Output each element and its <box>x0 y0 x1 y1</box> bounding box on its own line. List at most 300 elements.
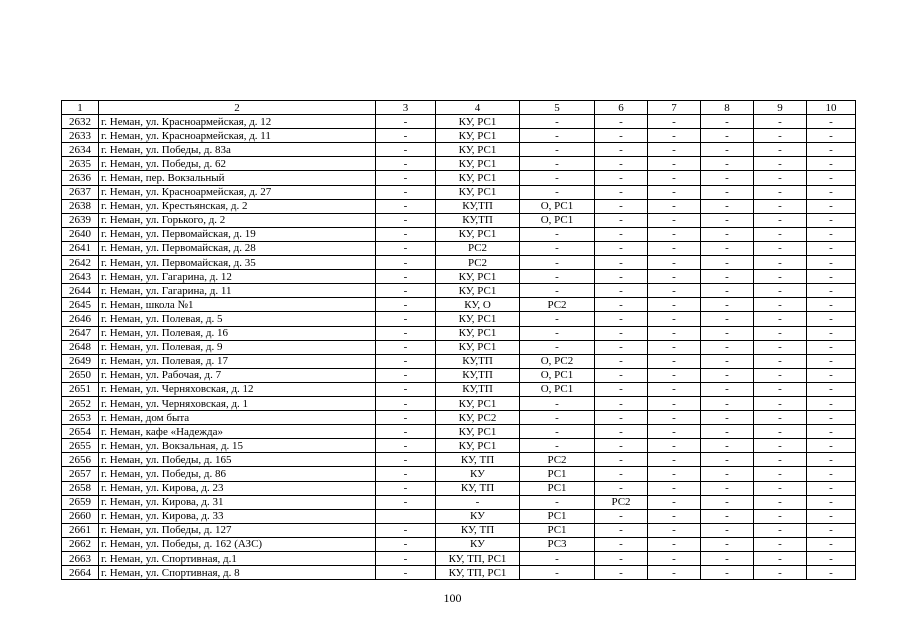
address-cell: г. Неман, ул. Победы, д. 127 <box>99 523 376 537</box>
table-cell: - <box>807 256 856 270</box>
table-cell: О, РС1 <box>520 368 595 382</box>
row-number-cell: 2659 <box>62 495 99 509</box>
table-cell: - <box>520 284 595 298</box>
table-cell: КУ, РС1 <box>436 439 520 453</box>
table-cell: - <box>376 185 436 199</box>
table-cell: - <box>701 481 754 495</box>
address-cell: г. Неман, ул. Спортивная, д. 8 <box>99 566 376 580</box>
table-cell: КУ <box>436 467 520 481</box>
table-cell: КУ, РС2 <box>436 411 520 425</box>
table-cell: КУ, РС1 <box>436 115 520 129</box>
table-row <box>62 566 856 580</box>
row-number-cell: 2640 <box>62 227 99 241</box>
address-cell: г. Неман, ул. Черняховская, д. 1 <box>99 396 376 410</box>
table-cell: - <box>701 566 754 580</box>
table-row <box>62 396 856 410</box>
table-cell: КУ, РС1 <box>436 157 520 171</box>
table-cell: - <box>701 227 754 241</box>
table-cell: - <box>595 227 648 241</box>
table-cell: КУ <box>436 537 520 551</box>
table-cell: - <box>807 354 856 368</box>
column-header: 5 <box>520 101 595 115</box>
table-cell: - <box>520 171 595 185</box>
table-cell: - <box>648 566 701 580</box>
table-cell: - <box>807 171 856 185</box>
row-number-cell: 2650 <box>62 368 99 382</box>
row-number-cell: 2641 <box>62 241 99 255</box>
row-number-cell: 2662 <box>62 537 99 551</box>
table-row <box>62 481 856 495</box>
table-cell: - <box>520 129 595 143</box>
table-cell: - <box>595 509 648 523</box>
table-cell: - <box>754 143 807 157</box>
row-number-cell: 2639 <box>62 213 99 227</box>
address-cell: г. Неман, ул. Первомайская, д. 35 <box>99 256 376 270</box>
table-row <box>62 312 856 326</box>
row-number-cell: 2637 <box>62 185 99 199</box>
page-number: 100 <box>443 591 462 605</box>
table-cell: - <box>807 509 856 523</box>
table-cell: КУ, РС1 <box>436 340 520 354</box>
row-number-cell: 2636 <box>62 171 99 185</box>
table-cell: - <box>520 227 595 241</box>
table-row <box>62 213 856 227</box>
table-cell: - <box>807 382 856 396</box>
table-row <box>62 157 856 171</box>
table-cell: - <box>648 129 701 143</box>
row-number-cell: 2651 <box>62 382 99 396</box>
table-cell: - <box>376 467 436 481</box>
table-cell: - <box>648 171 701 185</box>
address-cell: г. Неман, ул. Красноармейская, д. 11 <box>99 129 376 143</box>
table-cell: - <box>754 171 807 185</box>
address-cell: г. Неман, ул. Красноармейская, д. 27 <box>99 185 376 199</box>
table-cell: - <box>807 115 856 129</box>
table-cell: КУ, ТП, РС1 <box>436 566 520 580</box>
table-cell: РС2 <box>436 241 520 255</box>
table-cell: - <box>595 552 648 566</box>
table-cell: - <box>648 495 701 509</box>
address-cell: г. Неман, ул. Рабочая, д. 7 <box>99 368 376 382</box>
table-cell: - <box>648 298 701 312</box>
table-cell: - <box>376 495 436 509</box>
table-row <box>62 143 856 157</box>
table-cell: - <box>701 241 754 255</box>
table-row <box>62 411 856 425</box>
table-cell: - <box>520 185 595 199</box>
table-cell: КУ, О <box>436 298 520 312</box>
column-header: 1 <box>62 101 99 115</box>
table-cell: - <box>754 439 807 453</box>
table-cell: - <box>595 382 648 396</box>
table-cell: - <box>648 411 701 425</box>
table-cell: - <box>648 354 701 368</box>
row-number-cell: 2635 <box>62 157 99 171</box>
table-cell: - <box>595 270 648 284</box>
table-cell: - <box>376 157 436 171</box>
table-cell: - <box>648 241 701 255</box>
address-cell: г. Неман, кафе «Надежда» <box>99 425 376 439</box>
table-cell: - <box>754 227 807 241</box>
table-cell: КУ, РС1 <box>436 396 520 410</box>
row-number-cell: 2645 <box>62 298 99 312</box>
table-cell: - <box>701 552 754 566</box>
table-cell: - <box>595 396 648 410</box>
table-cell: - <box>595 481 648 495</box>
table-cell: - <box>376 143 436 157</box>
table-cell: КУ, ТП <box>436 523 520 537</box>
table-cell: - <box>754 326 807 340</box>
row-number-cell: 2661 <box>62 523 99 537</box>
table-row <box>62 368 856 382</box>
address-cell: г. Неман, ул. Черняховская, д. 12 <box>99 382 376 396</box>
table-cell: КУ, РС1 <box>436 171 520 185</box>
table-cell: - <box>436 495 520 509</box>
table-cell: РС3 <box>520 537 595 551</box>
table-cell: - <box>595 566 648 580</box>
table-cell: - <box>754 185 807 199</box>
table-cell: - <box>376 411 436 425</box>
row-number-cell: 2649 <box>62 354 99 368</box>
table-cell: РС2 <box>520 298 595 312</box>
table-cell: КУ, РС1 <box>436 425 520 439</box>
table-cell: О, РС2 <box>520 354 595 368</box>
table-cell: - <box>648 509 701 523</box>
table-cell: - <box>807 298 856 312</box>
table-cell: - <box>595 368 648 382</box>
address-cell: г. Неман, ул. Победы, д. 62 <box>99 157 376 171</box>
table-cell: - <box>648 227 701 241</box>
row-number-cell: 2657 <box>62 467 99 481</box>
table-cell: - <box>701 312 754 326</box>
table-cell: - <box>520 312 595 326</box>
row-number-cell: 2633 <box>62 129 99 143</box>
table-cell: - <box>595 467 648 481</box>
address-cell: г. Неман, ул. Спортивная, д.1 <box>99 552 376 566</box>
table-cell: - <box>648 537 701 551</box>
table-cell: - <box>520 439 595 453</box>
table-cell: - <box>807 495 856 509</box>
table-cell: - <box>754 411 807 425</box>
table-cell: - <box>754 537 807 551</box>
table-cell: - <box>701 199 754 213</box>
table-cell: - <box>648 270 701 284</box>
table-cell: КУ, РС1 <box>436 326 520 340</box>
table-cell: - <box>754 129 807 143</box>
table-cell: - <box>520 115 595 129</box>
table-cell: - <box>376 227 436 241</box>
table-cell: - <box>701 439 754 453</box>
table-row <box>62 284 856 298</box>
table-cell: - <box>754 354 807 368</box>
table-cell: - <box>807 467 856 481</box>
address-cell: г. Неман, ул. Первомайская, д. 28 <box>99 241 376 255</box>
address-cell: г. Неман, ул. Победы, д. 165 <box>99 453 376 467</box>
table-cell: - <box>376 171 436 185</box>
table-cell: - <box>701 495 754 509</box>
table-cell: РС2 <box>436 256 520 270</box>
table-cell: - <box>701 157 754 171</box>
table-cell: - <box>754 115 807 129</box>
table-cell: КУ, РС1 <box>436 227 520 241</box>
table-cell: - <box>754 340 807 354</box>
table-cell <box>376 509 436 523</box>
row-number-cell: 2648 <box>62 340 99 354</box>
table-row <box>62 326 856 340</box>
table-cell: - <box>754 481 807 495</box>
row-number-cell: 2652 <box>62 396 99 410</box>
table-cell: - <box>376 523 436 537</box>
column-header: 10 <box>807 101 856 115</box>
row-number-cell: 2654 <box>62 425 99 439</box>
table-cell: - <box>376 439 436 453</box>
table-cell: - <box>648 115 701 129</box>
table-cell: - <box>376 396 436 410</box>
table-cell: - <box>520 411 595 425</box>
table-cell: КУ, РС1 <box>436 143 520 157</box>
table-cell: - <box>595 439 648 453</box>
table-cell: - <box>595 537 648 551</box>
table-cell: - <box>595 171 648 185</box>
table-cell: - <box>595 241 648 255</box>
table-row <box>62 199 856 213</box>
table-row <box>62 129 856 143</box>
address-cell: г. Неман, ул. Полевая, д. 16 <box>99 326 376 340</box>
address-cell: г. Неман, ул. Победы, д. 162 (АЗС) <box>99 537 376 551</box>
table-cell: - <box>701 143 754 157</box>
address-cell: г. Неман, ул. Вокзальная, д. 15 <box>99 439 376 453</box>
table-cell: О, РС1 <box>520 382 595 396</box>
table-cell: - <box>807 185 856 199</box>
table-row <box>62 256 856 270</box>
table-cell: - <box>701 523 754 537</box>
table-cell: - <box>754 199 807 213</box>
address-cell: г. Неман, ул. Первомайская, д. 19 <box>99 227 376 241</box>
table-cell: - <box>701 298 754 312</box>
table-cell: - <box>807 340 856 354</box>
table-cell: КУ, РС1 <box>436 312 520 326</box>
table-cell: РС1 <box>520 481 595 495</box>
table-cell: - <box>376 213 436 227</box>
table-cell: - <box>520 566 595 580</box>
table-cell: О, РС1 <box>520 199 595 213</box>
table-cell: - <box>648 284 701 298</box>
table-cell: РС2 <box>595 495 648 509</box>
table-cell: - <box>520 270 595 284</box>
table-cell: - <box>701 270 754 284</box>
data-table <box>61 100 856 580</box>
table-cell: - <box>595 284 648 298</box>
table-row <box>62 115 856 129</box>
column-header: 7 <box>648 101 701 115</box>
table-row <box>62 439 856 453</box>
row-number-cell: 2655 <box>62 439 99 453</box>
table-cell: - <box>648 185 701 199</box>
table-cell: КУ, ТП, РС1 <box>436 552 520 566</box>
table-row <box>62 270 856 284</box>
table-cell: - <box>520 495 595 509</box>
table-cell: КУ,ТП <box>436 213 520 227</box>
table-cell: - <box>376 256 436 270</box>
row-number-cell: 2642 <box>62 256 99 270</box>
table-cell: - <box>376 298 436 312</box>
table-cell: - <box>648 382 701 396</box>
table-cell: - <box>376 241 436 255</box>
row-number-cell: 2663 <box>62 552 99 566</box>
table-cell: - <box>701 129 754 143</box>
address-cell: г. Неман, ул. Победы, д. 83а <box>99 143 376 157</box>
table-cell: О, РС1 <box>520 213 595 227</box>
table-cell: - <box>754 213 807 227</box>
address-cell: г. Неман, ул. Кирова, д. 31 <box>99 495 376 509</box>
table-cell: - <box>754 368 807 382</box>
table-cell: КУ <box>436 509 520 523</box>
table-cell: - <box>648 326 701 340</box>
table-cell: - <box>701 396 754 410</box>
table-row <box>62 537 856 551</box>
table-row <box>62 495 856 509</box>
table-cell: - <box>701 382 754 396</box>
table-cell: - <box>376 537 436 551</box>
table-cell: КУ, РС1 <box>436 185 520 199</box>
table-cell: - <box>648 523 701 537</box>
table-cell: - <box>376 199 436 213</box>
table-cell: - <box>376 312 436 326</box>
column-header: 2 <box>99 101 376 115</box>
table-cell: - <box>520 143 595 157</box>
table-cell: - <box>648 143 701 157</box>
table-cell: - <box>595 185 648 199</box>
address-cell: г. Неман, ул. Кирова, д. 23 <box>99 481 376 495</box>
table-cell: - <box>520 326 595 340</box>
table-cell: - <box>807 523 856 537</box>
table-cell: - <box>807 227 856 241</box>
table-cell: - <box>701 411 754 425</box>
table-cell: - <box>376 552 436 566</box>
address-cell: г. Неман, ул. Крестьянская, д. 2 <box>99 199 376 213</box>
table-cell: - <box>595 199 648 213</box>
table-row <box>62 171 856 185</box>
table-cell: - <box>595 213 648 227</box>
table-cell: - <box>595 157 648 171</box>
table-row <box>62 340 856 354</box>
table-row <box>62 425 856 439</box>
row-number-cell: 2653 <box>62 411 99 425</box>
table-cell: - <box>701 284 754 298</box>
table-cell: - <box>376 326 436 340</box>
row-number-cell: 2646 <box>62 312 99 326</box>
table-cell: - <box>701 256 754 270</box>
table-cell: - <box>595 453 648 467</box>
table-cell: - <box>595 256 648 270</box>
table-cell: - <box>701 368 754 382</box>
table-cell: - <box>807 396 856 410</box>
row-number-cell: 2643 <box>62 270 99 284</box>
table-cell: - <box>595 312 648 326</box>
address-cell: г. Неман, ул. Полевая, д. 9 <box>99 340 376 354</box>
table-row <box>62 467 856 481</box>
row-number-cell: 2632 <box>62 115 99 129</box>
table-cell: - <box>648 368 701 382</box>
table-cell: - <box>376 382 436 396</box>
table-cell: РС2 <box>520 453 595 467</box>
table-cell: - <box>595 129 648 143</box>
address-cell: г. Неман, ул. Полевая, д. 5 <box>99 312 376 326</box>
table-cell: - <box>807 312 856 326</box>
table-cell: - <box>701 340 754 354</box>
table-cell: - <box>648 199 701 213</box>
table-cell: - <box>701 467 754 481</box>
table-cell: - <box>648 481 701 495</box>
table-row <box>62 509 856 523</box>
row-number-cell: 2664 <box>62 566 99 580</box>
table-cell: - <box>376 284 436 298</box>
table-cell: - <box>807 453 856 467</box>
address-cell: г. Неман, пер. Вокзальный <box>99 171 376 185</box>
table-cell: - <box>376 425 436 439</box>
row-number-cell: 2638 <box>62 199 99 213</box>
table-cell: - <box>648 157 701 171</box>
table-row <box>62 552 856 566</box>
row-number-cell: 2644 <box>62 284 99 298</box>
table-cell: - <box>754 396 807 410</box>
table-cell: - <box>648 425 701 439</box>
table-cell: - <box>701 509 754 523</box>
table-cell: - <box>648 213 701 227</box>
table-cell: - <box>807 284 856 298</box>
row-number-cell: 2658 <box>62 481 99 495</box>
address-cell: г. Неман, ул. Гагарина, д. 12 <box>99 270 376 284</box>
table-row <box>62 523 856 537</box>
table-row <box>62 354 856 368</box>
table-cell: - <box>595 340 648 354</box>
column-header: 3 <box>376 101 436 115</box>
table-cell: - <box>807 537 856 551</box>
table-cell: - <box>807 425 856 439</box>
table-cell: - <box>595 425 648 439</box>
table-cell: КУ, ТП <box>436 481 520 495</box>
table-cell: - <box>376 481 436 495</box>
table-cell: - <box>701 115 754 129</box>
table-cell: - <box>701 354 754 368</box>
table-cell: - <box>807 368 856 382</box>
table-cell: - <box>754 467 807 481</box>
table-cell: - <box>807 143 856 157</box>
table-cell: - <box>807 326 856 340</box>
table-cell: - <box>701 213 754 227</box>
table-cell: КУ, РС1 <box>436 129 520 143</box>
table-cell: - <box>807 157 856 171</box>
table-cell: - <box>754 241 807 255</box>
table-cell: РС1 <box>520 509 595 523</box>
table-cell: КУ,ТП <box>436 354 520 368</box>
table-cell: КУ,ТП <box>436 382 520 396</box>
table-cell: - <box>807 439 856 453</box>
table-cell: - <box>701 537 754 551</box>
document-table-container <box>61 100 856 580</box>
table-cell: - <box>595 298 648 312</box>
row-number-cell: 2647 <box>62 326 99 340</box>
table-cell: - <box>807 270 856 284</box>
table-cell: - <box>520 396 595 410</box>
table-cell: - <box>754 552 807 566</box>
address-cell: г. Неман, ул. Кирова, д. 33 <box>99 509 376 523</box>
table-cell: КУ, РС1 <box>436 284 520 298</box>
table-cell: - <box>701 171 754 185</box>
table-cell: - <box>376 368 436 382</box>
table-cell: - <box>595 411 648 425</box>
table-cell: КУ, ТП <box>436 453 520 467</box>
